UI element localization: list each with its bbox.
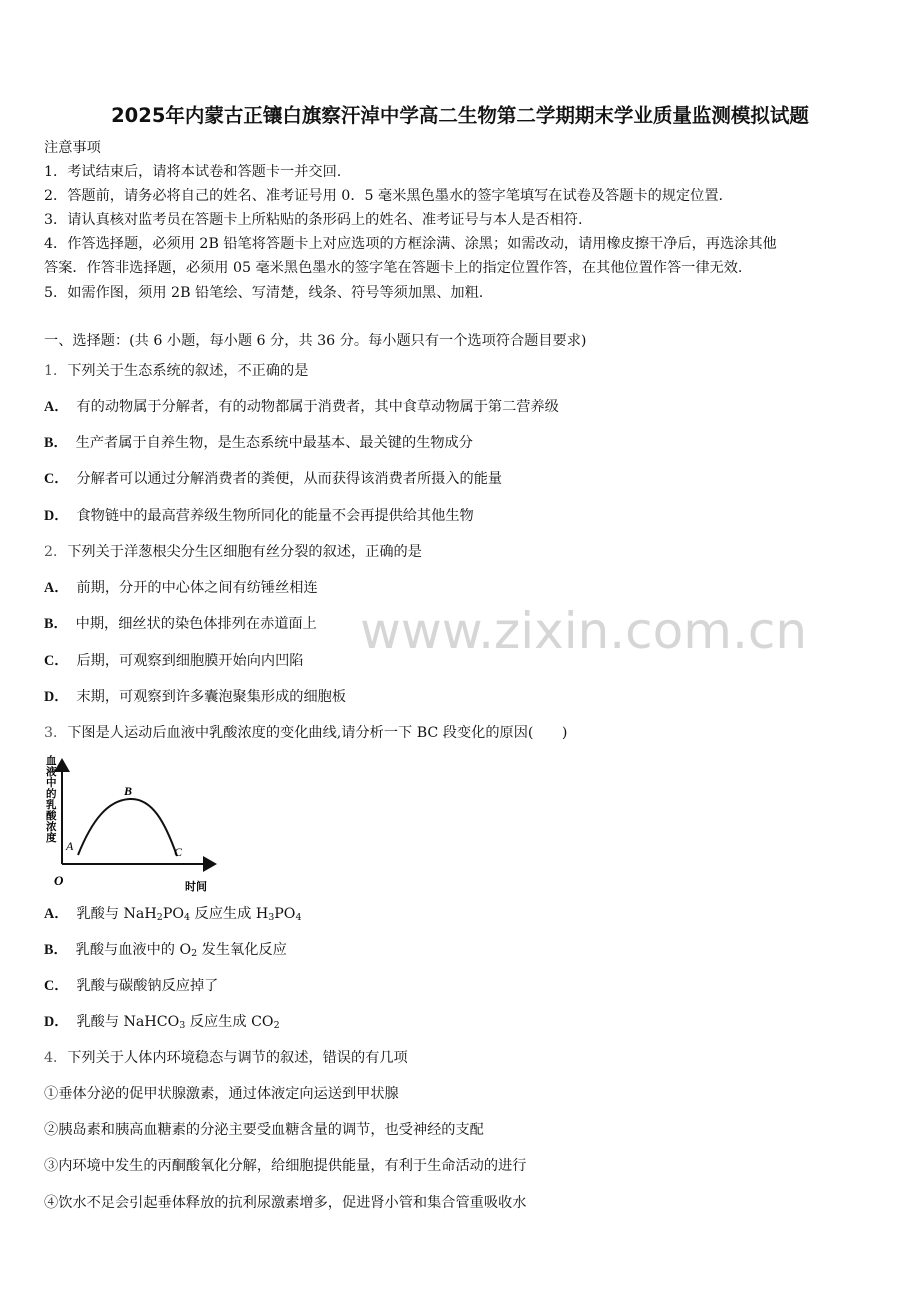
question-number: 2． — [44, 544, 68, 560]
option-label: D． — [44, 1014, 69, 1030]
option-text: 反应生成 H — [190, 906, 269, 922]
option-b — [44, 433, 473, 453]
section-heading: 一、选择题：(共 6 小题，每小题 6 分，共 36 分。每小题只有一个选项符合题目要求) — [44, 333, 587, 349]
watermark: www.zixin.com.cn — [360, 602, 808, 660]
statement-item: ①垂体分泌的促甲状腺激素，通过体液定向运送到甲状腺 — [44, 1086, 399, 1102]
notice-item: 4．作答选择题，必须用 2B 铅笔将答题卡上对应选项的方框涂满、涂黑；如需改动，请用橡皮擦干净后，再选涂其他 — [44, 236, 777, 252]
y-axis-label-char: 乳 — [46, 799, 57, 811]
lactate-curve-graph — [40, 750, 220, 900]
y-axis-label — [46, 754, 57, 844]
question-1 — [44, 361, 308, 381]
option-a — [44, 397, 559, 417]
option-label: D． — [44, 689, 69, 705]
option-label: A． — [44, 399, 69, 415]
question-stem: 下列关于生态系统的叙述，不正确的是 — [67, 363, 309, 379]
subscript: 4 — [295, 912, 302, 923]
option-label: D． — [44, 508, 69, 524]
notice-item: 1．考试结束后，请将本试卷和答题卡一并交回. — [44, 164, 342, 180]
option-text: PO — [274, 906, 296, 922]
option-label: C． — [44, 653, 69, 669]
option-text: 发生氧化反应 — [197, 942, 287, 958]
option-text: 后期，可观察到细胞膜开始向内凹陷 — [76, 653, 304, 669]
option-text: PO — [162, 906, 184, 922]
option-label: A． — [44, 580, 69, 596]
option-text: 乳酸与 NaHCO — [76, 1014, 180, 1030]
option-b — [44, 940, 287, 960]
option-text: 分解者可以通过分解消费者的粪便，从而获得该消费者所摄入的能量 — [76, 471, 503, 487]
option-label: A． — [44, 906, 69, 922]
option-c — [44, 469, 502, 489]
option-text: 乳酸与血液中的 O — [75, 942, 192, 958]
y-axis-label-char: 的 — [46, 788, 57, 800]
origin-label: O — [54, 873, 64, 888]
y-axis-label-char: 度 — [46, 832, 57, 844]
y-axis-label-char: 酸 — [46, 810, 57, 822]
option-text: 前期，分开的中心体之间有纺锤丝相连 — [76, 580, 318, 596]
option-b — [44, 614, 317, 634]
subscript: 2 — [156, 912, 163, 923]
y-axis-label-char: 中 — [46, 777, 57, 789]
question-stem: 下列关于洋葱根尖分生区细胞有丝分裂的叙述，正确的是 — [67, 544, 422, 560]
subscript: 2 — [273, 1020, 280, 1031]
option-text: 末期，可观察到许多囊泡聚集形成的细胞板 — [76, 689, 347, 705]
x-axis-label: 时间 — [185, 880, 207, 893]
option-text: 乳酸与碳酸钠反应掉了 — [76, 978, 219, 994]
option-label: B． — [44, 616, 68, 632]
notice-item: 3．请认真核对监考员在答题卡上所粘贴的条形码上的姓名、准考证号与本人是否相符. — [44, 212, 583, 228]
point-c-label: C — [174, 845, 183, 859]
question-3 — [44, 723, 567, 743]
option-d — [44, 506, 474, 526]
y-axis-label-char: 液 — [46, 766, 57, 778]
subscript: 2 — [191, 948, 198, 959]
option-text: 生产者属于自养生物，是生态系统中最基本、最关键的生物成分 — [75, 435, 473, 451]
y-axis-label-char: 浓 — [46, 821, 57, 833]
question-number: 3． — [44, 725, 68, 741]
point-b-label: B — [124, 784, 133, 798]
question-stem: 下列关于人体内环境稳态与调节的叙述，错误的有几项 — [67, 1050, 408, 1066]
question-2 — [44, 542, 422, 562]
question-number: 4． — [44, 1050, 68, 1066]
option-label: B． — [44, 942, 68, 958]
question-4 — [44, 1048, 408, 1068]
subscript: 3 — [179, 1020, 186, 1031]
option-text: 食物链中的最高营养级生物所同化的能量不会再提供给其他生物 — [76, 508, 474, 524]
statement-item: ③内环境中发生的丙酮酸氧化分解，给细胞提供能量，有利于生命活动的进行 — [44, 1158, 527, 1174]
option-label: B． — [44, 435, 68, 451]
option-d — [44, 687, 346, 707]
notice-heading: 注意事项 — [44, 140, 101, 156]
notice-item: 答案．作答非选择题，必须用 05 毫米黑色墨水的签字笔在答题卡上的指定位置作答，在其他位置作答一律无效. — [44, 260, 743, 276]
option-c — [44, 651, 303, 671]
option-text: 中期，细丝状的染色体排列在赤道面上 — [75, 616, 317, 632]
page-title: 2025年内蒙古正镶白旗察汗淖中学高二生物第二学期期末学业质量监测模拟试题 — [111, 104, 809, 127]
subscript: 4 — [184, 912, 191, 923]
option-d — [44, 1012, 280, 1032]
y-axis-label-char: 血 — [46, 755, 57, 767]
statement-item: ②胰岛素和胰高血糖素的分泌主要受血糖含量的调节，也受神经的支配 — [44, 1122, 484, 1138]
question-stem: 下图是人运动后血液中乳酸浓度的变化曲线,请分析一下 BC 段变化的原因( ) — [67, 725, 568, 741]
option-label: C． — [44, 471, 69, 487]
notice-item: 5．如需作图，须用 2B 铅笔绘、写清楚，线条、符号等须加黑、加粗. — [44, 285, 484, 301]
notice-item: 2．答题前，请务必将自己的姓名、准考证号用 0．5 毫米黑色墨水的签字笔填写在试卷及答题卡的规定位置. — [44, 188, 724, 204]
option-a — [44, 904, 301, 924]
option-label: C． — [44, 978, 69, 994]
option-a — [44, 578, 318, 598]
option-text: 乳酸与 NaH — [76, 906, 157, 922]
statement-item: ④饮水不足会引起垂体释放的抗利尿激素增多，促进肾小管和集合管重吸收水 — [44, 1195, 527, 1211]
subscript: 3 — [268, 912, 275, 923]
option-text: 有的动物属于分解者，有的动物都属于消费者，其中食草动物属于第二营养级 — [76, 399, 559, 415]
question-number: 1． — [44, 363, 68, 379]
option-c — [44, 976, 218, 996]
option-text: 反应生成 CO — [185, 1014, 274, 1030]
lactate-curve — [78, 799, 177, 856]
point-a-label: A — [66, 839, 74, 853]
